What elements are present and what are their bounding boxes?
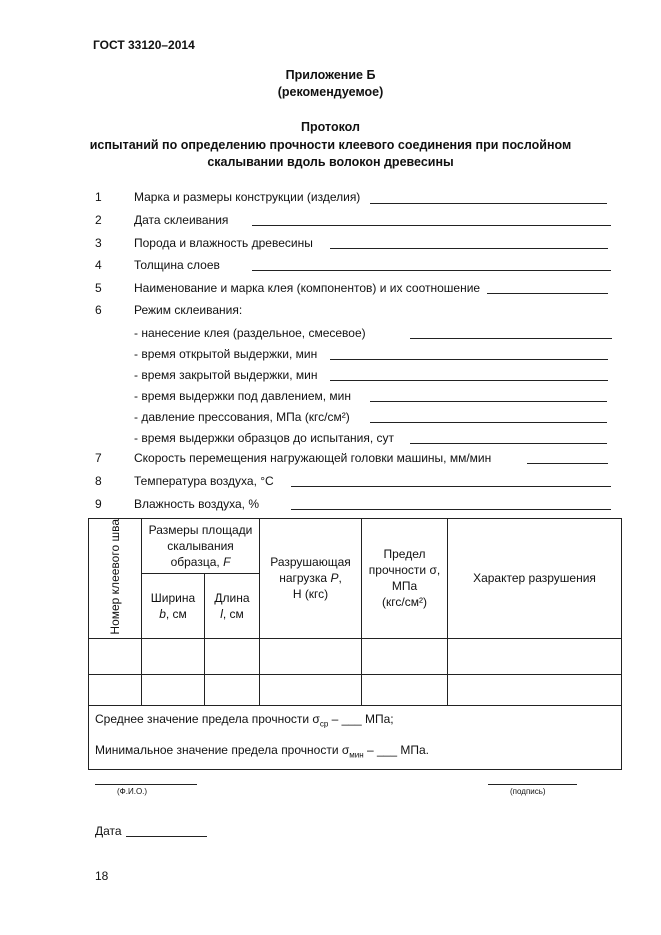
fill-line[interactable] (370, 203, 607, 204)
fill-line[interactable] (330, 380, 608, 381)
date-line[interactable] (126, 836, 207, 837)
fill-line[interactable] (370, 401, 607, 402)
fill-line[interactable] (330, 248, 608, 249)
fill-line[interactable] (252, 270, 611, 271)
minimum-strength: Минимальное значение предела прочности $\sigma_{мин}$ – ___ МПа. (95, 743, 429, 760)
fill-line[interactable] (330, 359, 608, 360)
fill-line[interactable] (410, 338, 612, 339)
fill-line[interactable] (487, 293, 608, 294)
table-row (89, 638, 622, 674)
appendix-title: Приложение Б (285, 68, 376, 82)
column-header-width: Ширина b, см (142, 573, 205, 638)
item-label: Толщина слоев (134, 258, 220, 272)
fill-line[interactable] (370, 422, 607, 423)
item-label: Наименование и марка клея (компонентов) и их соотношение (134, 281, 481, 295)
item-label: - давление прессования, МПа (кгс/см²) (134, 410, 350, 424)
column-header-failure-character: Характер разрушения (448, 519, 622, 639)
document-code: ГОСТ 33120–2014 (93, 38, 195, 52)
fill-line[interactable] (527, 463, 608, 464)
average-strength: Среднее значение предела прочности $\sigma_{ср}$ – ___ МПа; (95, 711, 394, 729)
summary-cell (89, 705, 622, 769)
results-table (88, 518, 622, 770)
column-header-length: Длина l, см (205, 573, 260, 638)
fio-line[interactable] (95, 784, 197, 785)
column-header-shear-area: Размеры площади скалывания образца, F (142, 519, 260, 574)
signature-line[interactable] (488, 784, 577, 785)
summary-row (89, 705, 622, 769)
item-number: 9 (95, 497, 102, 511)
item-label: Марка и размеры конструкции (изделия) (134, 190, 361, 204)
item-label: - нанесение клея (раздельное, смесевое) (134, 326, 366, 340)
date-label: Дата (95, 824, 122, 838)
item-number: 3 (95, 236, 102, 250)
item-label: Дата склеивания (134, 213, 229, 227)
item-number: 7 (95, 451, 102, 465)
item-number: 4 (95, 258, 102, 272)
protocol-title: Протокол (301, 120, 360, 134)
column-header-strength-limit: Предел прочности σ, МПа (кгс/см²) (362, 519, 448, 639)
fio-label: (Ф.И.О.) (117, 787, 148, 796)
item-label: Порода и влажность древесины (134, 236, 313, 250)
fill-line[interactable] (252, 225, 611, 226)
column-header-breaking-load: Разрушающая нагрузка P, Н (кгс) (260, 519, 362, 639)
table-row (89, 674, 622, 705)
fill-line[interactable] (291, 486, 611, 487)
fill-line[interactable] (291, 509, 611, 510)
item-label: - время выдержки под давлением, мин (134, 389, 351, 403)
item-number: 2 (95, 213, 102, 227)
item-number: 1 (95, 190, 102, 204)
item-label: - время открытой выдержки, мин (134, 347, 318, 361)
item-label: Скорость перемещения нагружающей головки машины, мм/мин (134, 451, 492, 465)
item-number: 5 (95, 281, 102, 295)
appendix-subtitle: (рекомендуемое) (277, 85, 384, 99)
column-header-seam-number: Номер клеевого шва (89, 519, 142, 639)
item-label: Температура воздуха, °С (134, 474, 274, 488)
protocol-subtitle-line2: скалывании вдоль волокон древесины (207, 155, 454, 169)
item-label: - время закрытой выдержки, мин (134, 368, 318, 382)
item-number: 8 (95, 474, 102, 488)
page-number: 18 (95, 869, 109, 883)
signature-label: (подпись) (510, 787, 546, 796)
protocol-subtitle-line1: испытаний по определению прочности клеевого соединения при послойном (89, 138, 572, 152)
item-label: Режим склеивания: (134, 303, 243, 317)
item-number: 6 (95, 303, 102, 317)
fill-line[interactable] (410, 443, 607, 444)
item-label: Влажность воздуха, % (134, 497, 259, 511)
item-label: - время выдержки образцов до испытания, сут (134, 431, 395, 445)
